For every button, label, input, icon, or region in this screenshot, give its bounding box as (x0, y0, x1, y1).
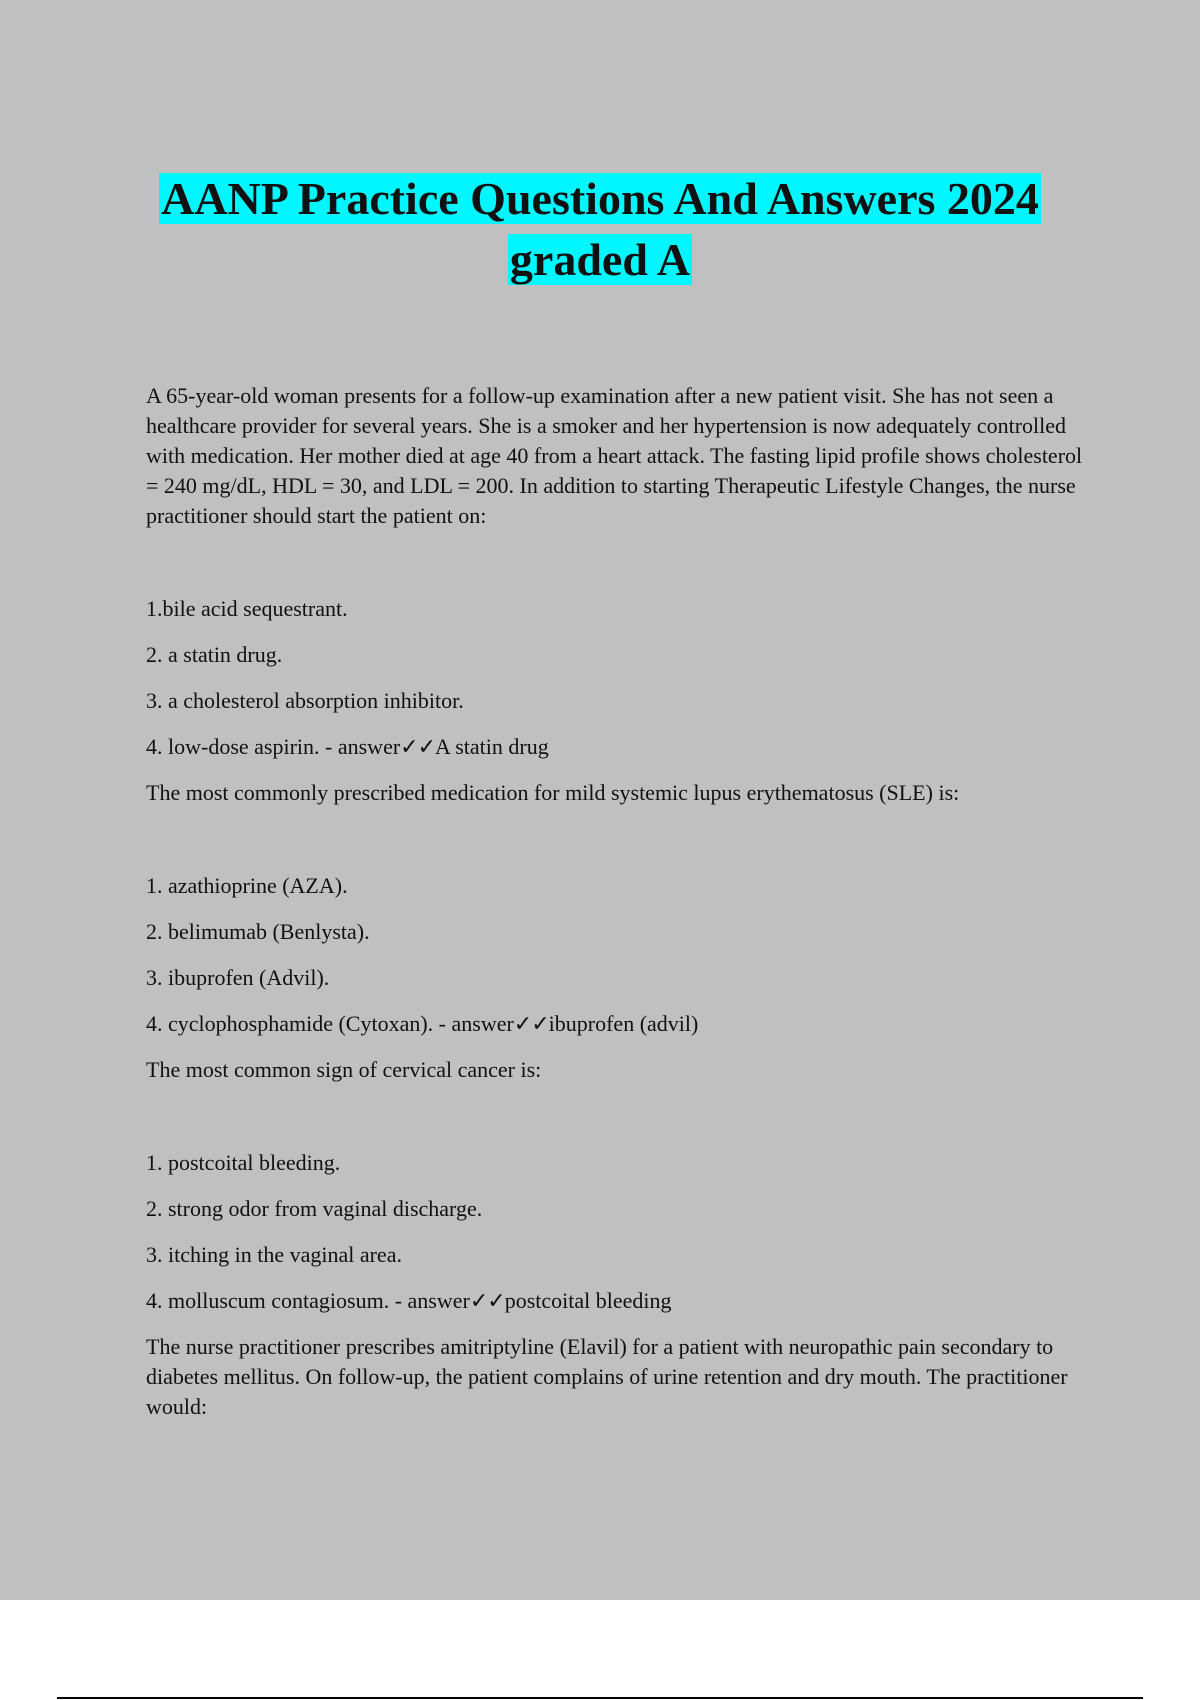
checkmark-icon: ✓✓ (469, 1288, 505, 1313)
title-line-1: AANP Practice Questions And Answers 2024 (161, 173, 1039, 224)
footer-divider (57, 1697, 1143, 1699)
title-line-2: graded A (509, 234, 691, 285)
question-3-option-2: 2. strong odor from vaginal discharge. (146, 1196, 483, 1221)
question-1-option-1: 1.bile acid sequestrant. (146, 596, 348, 621)
question-2-answer: ibuprofen (advil) (548, 1011, 699, 1036)
question-3-answer: postcoital bleeding (504, 1288, 672, 1313)
question-1-answer: A statin drug (435, 734, 549, 759)
question-1-option-2: 2. a statin drug. (146, 642, 283, 667)
document-title (100, 168, 1100, 290)
question-1-option-4-text: 4. low-dose aspirin. - answer (146, 734, 401, 759)
question-2-option-2: 2. belimumab (Benlysta). (146, 919, 370, 944)
question-2-option-3: 3. ibuprofen (Advil). (146, 965, 330, 990)
question-3-option-1: 1. postcoital bleeding. (146, 1150, 341, 1175)
checkmark-icon: ✓✓ (513, 1011, 549, 1036)
checkmark-icon: ✓✓ (400, 734, 436, 759)
question-3-stem: The most common sign of cervical cancer is: (146, 1057, 542, 1082)
question-2-option-1: 1. azathioprine (AZA). (146, 873, 348, 898)
question-1-stem: A 65-year-old woman presents for a follow-up examination after a new patient visit. She has not seen a healthcare provider for several years. She is a smoker and her hypertension is now adequately controlled with medication. Her mother died at age 40 from a heart attack. The fasting lipid profile shows cholesterol = 240 mg/dL, HDL = 30, and LDL = 200. In addition to starting Therapeutic Lifestyle Changes, the nurse practitioner should start the patient on: (146, 383, 1083, 528)
question-3-option-4 (146, 1286, 1086, 1316)
question-2-option-4 (146, 1009, 1086, 1039)
question-2-stem: The most commonly prescribed medication for mild systemic lupus erythematosus (SLE) is: (146, 780, 960, 805)
question-2-option-4-text: 4. cyclophosphamide (Cytoxan). - answer (146, 1011, 514, 1036)
question-3-option-4-text: 4. molluscum contagiosum. - answer (146, 1288, 470, 1313)
document-content (146, 381, 1086, 1422)
question-1-option-3: 3. a cholesterol absorption inhibitor. (146, 688, 464, 713)
question-4-stem: The nurse practitioner prescribes amitriptyline (Elavil) for a patient with neuropathic pain secondary to diabetes mellitus. On follow-up, the patient complains of urine retention and dry mouth. The practitioner would: (146, 1334, 1068, 1419)
question-1-option-4 (146, 732, 1086, 762)
question-3-option-3: 3. itching in the vaginal area. (146, 1242, 402, 1267)
